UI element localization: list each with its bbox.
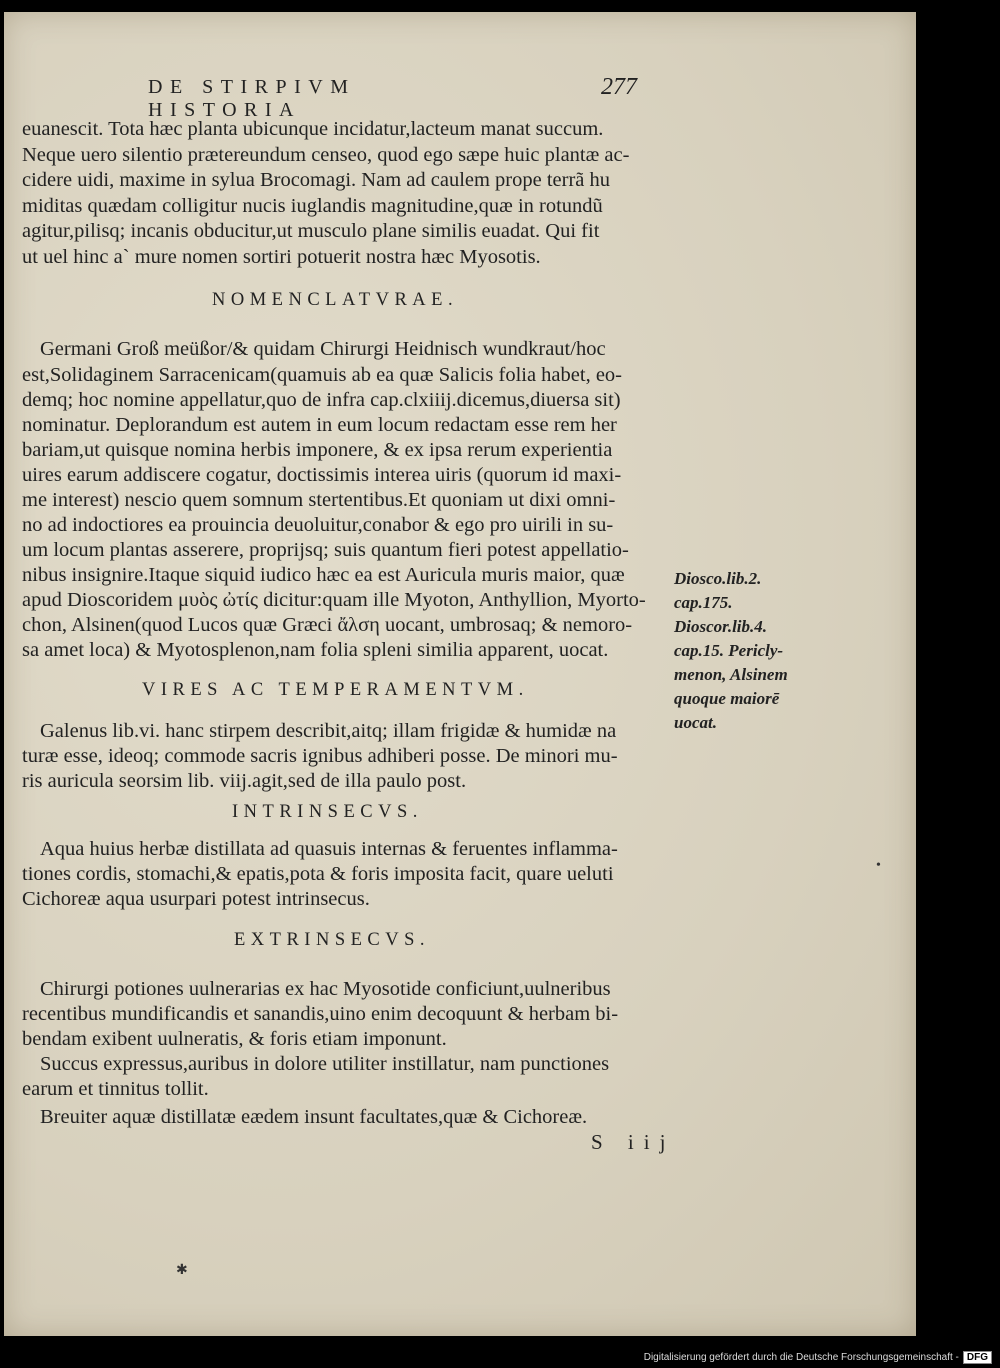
body-line: Galenus lib.vi. hanc stirpem describit,aitq; illam frigidæ & humidæ na [40, 720, 617, 742]
body-line: miditas quædam colligitur nucis iuglandis magnitudine,quæ in rotundũ [22, 195, 603, 217]
body-line: Cichoreæ aqua usurpari potest intrinsecus. [22, 888, 370, 910]
body-line: chon, Alsinen(quod Lucos quæ Græci ἄλση uocant, umbrosaq; & nemoro- [22, 614, 633, 636]
body-line: cidere uidi, maxime in sylua Brocomagi. Nam ad caulem prope terrã hu [22, 169, 611, 191]
body-line: est,Solidaginem Sarracenicam(quamuis ab ea quæ Salicis folia habet, eo- [22, 364, 623, 386]
body-line: uires earum addiscere cogatur, doctissimis interea uiris (quorum id maxi- [22, 464, 622, 486]
body-line: Germani Groß meüßor/& quidam Chirurgi Heidnisch wundkraut/hoc [40, 338, 606, 360]
marginal-note: cap.15. Pericly- [674, 641, 784, 660]
running-title: DE STIRPIVM HISTORIA [148, 76, 356, 121]
body-line: Neque uero silentio prætereundum censeo, quod ego sæpe huic plantæ ac- [22, 144, 630, 166]
body-line: earum et tinnitus tollit. [22, 1078, 209, 1100]
body-line: me interest) nescio quem somnum stertentibus.Et quoniam ut dixi omni- [22, 489, 616, 511]
page-number: 277 [601, 74, 637, 100]
marginal-note: quoque maiorē [674, 689, 780, 708]
marginal-note: Diosco.lib.2. [674, 569, 762, 588]
section-heading-nomenclaturae: NOMENCLATVRAE. [212, 290, 459, 310]
body-line: nominatur. Deplorandum est autem in eum locum redactam esse rem her [22, 414, 617, 436]
section-heading-extrinsecus: EXTRINSECVS. [234, 930, 431, 950]
body-line: bendam exibent uulneratis, & foris etiam imponunt. [22, 1028, 447, 1050]
body-line: apud Dioscoridem μυὸς ὠτίς dicitur:quam ille Myoton, Anthyllion, Myorto- [22, 589, 646, 611]
body-line: ris auricula seorsim lib. viij.agit,sed de illa paulo post. [22, 770, 467, 792]
marginal-note: menon, Alsinem [674, 665, 788, 684]
body-line: tiones cordis, stomachi,& epatis,pota & foris imposita facit, quare ueluti [22, 863, 614, 885]
body-line: um locum plantas asserere, proprijsq; suis quantum fieri potest appellatio- [22, 539, 629, 561]
body-line: turæ esse, ideoq; commode sacris ignibus adhiberi posse. De minori mu- [22, 745, 618, 767]
marginal-note: cap.175. [674, 593, 733, 612]
body-line: agitur,pilisq; incanis obducitur,ut musculo plane similis euadat. Qui fit [22, 220, 600, 242]
body-line: sa amet loca) & Myotosplenon,nam folia spleni similia apparent, uocat. [22, 639, 609, 661]
paper-speck: ✱ [176, 1263, 188, 1278]
section-heading-vires: VIRES AC TEMPERAMENTVM. [142, 680, 529, 700]
body-line: recentibus mundificandis et sanandis,uino enim decoquunt & herbam bi- [22, 1003, 619, 1025]
body-line: Breuiter aquæ distillatæ eædem insunt facultates,quæ & Cichoreæ. [40, 1106, 588, 1128]
body-line: ut uel hinc a` mure nomen sortiri potuerit nostra hæc Myosotis. [22, 246, 541, 268]
marginal-note: uocat. [674, 713, 717, 732]
signature-mark: S iij [591, 1130, 676, 1154]
body-line: bariam,ut quisque nomina herbis imponere, & ex ipsa rerum experientia [22, 439, 613, 461]
digitization-footer [644, 1351, 992, 1364]
footer-credit: Digitalisierung gefördert durch die Deutsche Forschungsgemeinschaft - [643, 1352, 959, 1363]
body-line: demq; hoc nomine appellatur,quo de infra cap.clxiiij.dicemus,diuersa sit) [22, 389, 621, 411]
body-line: Chirurgi potiones uulnerarias ex hac Myosotide conficiunt,uulneribus [40, 978, 611, 1000]
scan-border [916, 0, 1000, 1368]
body-line: Succus expressus,auribus in dolore utiliter instillatur, nam punctiones [40, 1053, 610, 1075]
dfg-logo: DFG [963, 1351, 992, 1364]
body-line: nibus insignire.Itaque siquid iudico hæc ea est Auricula muris maior, quæ [22, 564, 625, 586]
paper-speck: • [876, 858, 881, 873]
body-line: no ad indoctiores ea prouincia deuoluitur,conabor & ego pro uirili in su- [22, 514, 614, 536]
body-line: euanescit. Tota hæc planta ubicunque incidatur,lacteum manat succum. [22, 118, 604, 140]
marginal-note: Dioscor.lib.4. [674, 617, 768, 636]
body-line: Aqua huius herbæ distillata ad quasuis internas & feruentes inflamma- [40, 838, 618, 860]
section-heading-intrinsecus: INTRINSECVS. [232, 802, 423, 822]
